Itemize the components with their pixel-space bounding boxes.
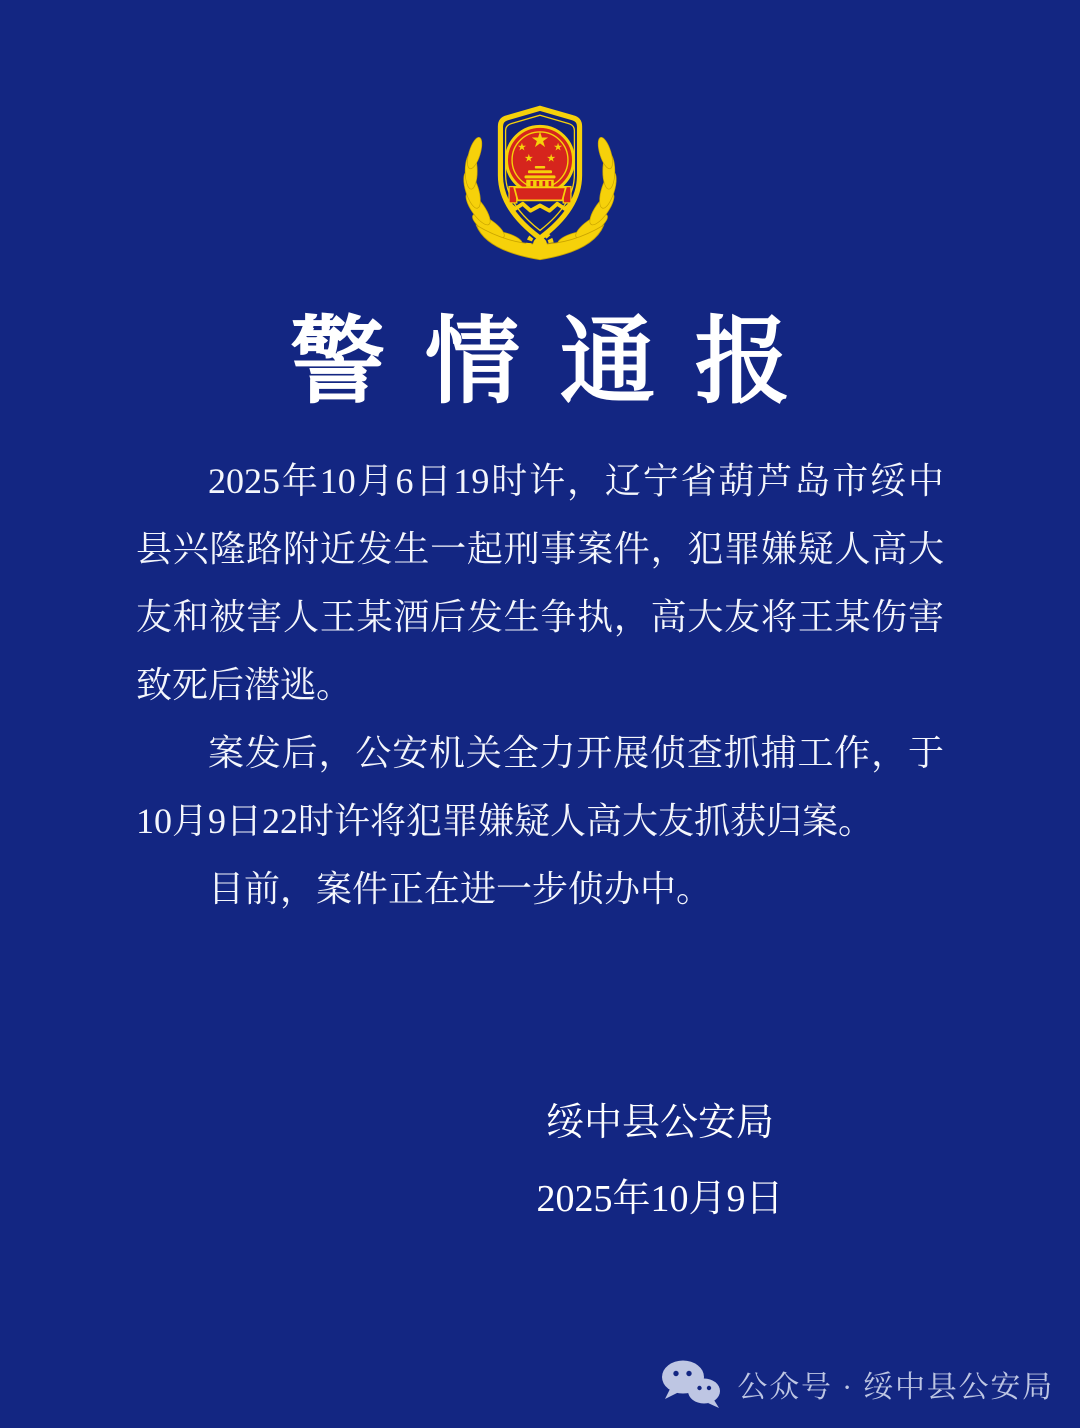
police-badge-icon — [454, 98, 626, 270]
signature-date: 2025年10月9日 — [536, 1177, 784, 1220]
notice-title: 警情通报 — [290, 309, 830, 415]
signature-block — [240, 1101, 1080, 1222]
wechat-icon — [659, 1358, 723, 1410]
paragraph-status: 目前，案件正在进一步侦办中。 — [208, 869, 713, 910]
paragraph-incident: 2025年10月6日19时许，辽宁省葫芦岛市绥中县兴隆路附近发生一起刑事案件，犯罪嫌疑人高大友和被害人王某酒后发生争执，高大友将王某伤害致死后潜逃。 — [136, 461, 944, 706]
wechat-watermark — [659, 1358, 1054, 1410]
paragraph-arrest: 案发后，公安机关全力开展侦查抓捕工作，于10月9日22时许将犯罪嫌疑人高大友抓获归案。 — [136, 733, 944, 842]
notice-body — [136, 447, 944, 923]
signature-agency: 绥中县公安局 — [545, 1102, 774, 1145]
watermark-text: 公众号 · 绥中县公安局 — [737, 1371, 1054, 1404]
